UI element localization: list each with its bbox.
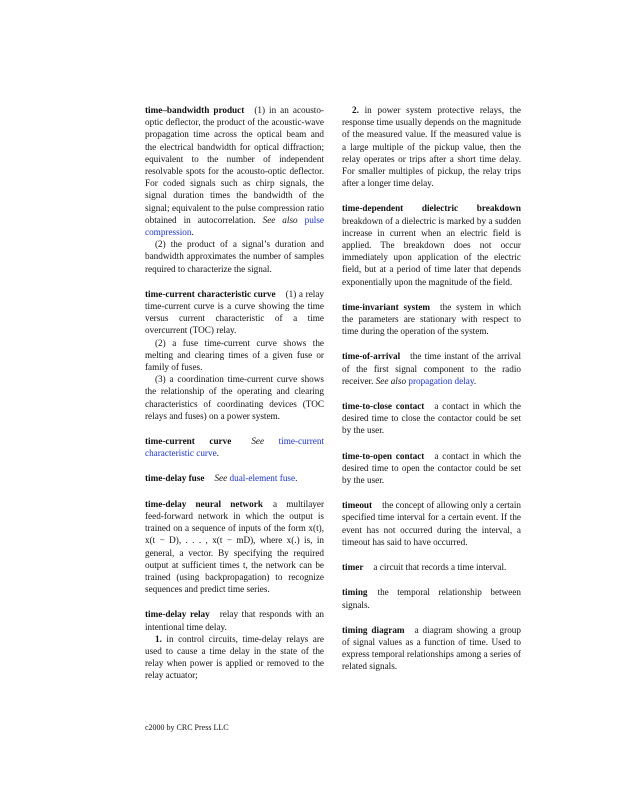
entry-time-current-curve: time-current curve See time-current characteristic curve. (145, 436, 325, 459)
entry-timing: timing the temporal relationship between signals. (342, 587, 521, 610)
cross-reference-link[interactable]: pulse compression (145, 214, 324, 238)
entry-time-delay-neural-network: time-delay neural network a multilayer feed-forward network in which the output is trained on a sequence of inputs of the form x(t), x(t − D), . . . , x(t − mD), where x(.) is, in general, a vector. By specifying the required output at sufficient times t, the network can be trained (using backpropagation) to recognize sequences and predict time series. (145, 498, 325, 595)
left-column (145, 104, 324, 695)
term: time-to-close contact (342, 401, 425, 412)
entry-time-delay-relay-continued: 2. in power system protective relays, the response time usually depends on the magnitude of the measured value. If the measured value is a large multiple of the pickup value, then the relay operates or trips after a short time delay. For smaller multiples of pickup, the relay trips after a longer time delay. (342, 105, 521, 189)
term: timeout (342, 500, 373, 511)
entry-time-bandwidth-product: time–bandwidth product (1) in an acousto-optic deflector, the product of the acoustic-wave propagation time across the optical beam and the electrical bandwidth for optical diffraction; equivalent to the number of independent resolvable spots for the acousto-optic deflector. For coded signals such as chirp signals, the signal duration times the bandwidth of the signal; equivalent to the pulse compression ratio obtained in autocorrelation. See also pulse compression. (2) the product of a signal’s duration and bandwidth approximates the number of samples required to characterize the signal. (145, 105, 324, 274)
term: time–bandwidth product (145, 105, 245, 115)
term: time-delay fuse (145, 473, 205, 484)
term: time-delay relay (145, 609, 210, 620)
entry-time-to-open-contact: time-to-open contact a contact in which the desired time to open the contactor could be set by the user. (342, 450, 521, 486)
term: timing diagram (342, 624, 405, 635)
entry-time-delay-relay: time-delay relay relay that responds with an intentional time delay. 1. in control circuits, time-delay relays are used to cause a time delay in the state of the relay when power is applied or removed to the relay actuator; (145, 609, 324, 681)
cross-reference-link[interactable]: propagation delay (408, 375, 474, 386)
right-column (342, 104, 521, 686)
copyright-footer: c2000 by CRC Press LLC (145, 723, 229, 732)
term: timer (342, 562, 364, 573)
term: timing (342, 587, 368, 598)
entry-time-of-arrival: time-of-arrival the time instant of the arrival of the first signal component to the radio receiver. See also propagation delay. (342, 351, 521, 386)
entry-timer: timer a circuit that records a time interval. (342, 562, 507, 573)
term: time-dependent dielectric breakdown (342, 203, 521, 214)
term: time-current curve (145, 436, 232, 447)
entry-timeout: timeout the concept of allowing only a certain specified time interval for a certain event. If the event has not occurred during the interval, a timeout has said to have occurred. (342, 500, 521, 547)
term: time-to-open contact (342, 450, 425, 461)
entry-timing-diagram: timing diagram a diagram showing a group of signal values as a function of time. Used to express temporal relationships among a series of related signals. (342, 624, 521, 672)
entry-time-invariant-system: time-invariant system the system in which the parameters are stationary with respect to time during the operation of the system. (342, 301, 521, 337)
term: time-current characteristic curve (145, 288, 276, 299)
term: time-delay neural network (145, 498, 263, 509)
cross-reference-link[interactable]: time-current characteristic curve (145, 436, 325, 459)
cross-reference-link[interactable]: dual-element fuse (229, 473, 296, 484)
term: time-invariant system (342, 301, 431, 312)
entry-time-dependent-dielectric-breakdown: time-dependent dielectric breakdown breakdown of a dielectric is marked by a sudden increase in current when an electric field is applied. The breakdown does not occur immediately upon application of the electric field, but at a period of time later that depends exponentially upon the magnitude of the field. (342, 203, 521, 287)
entry-time-current-characteristic-curve: time-current characteristic curve (1) a relay time-current curve is a curve showing the time versus current characteristic of a time overcurrent (TOC) relay. (2) a fuse time-current curve shows the melting and clearing times of a given fuse or family of fuses. (3) a coordination time-current curve shows the relationship of the operating and clearing characteristics of coordinating devices (TOC relays and fuses) on a power system. (145, 288, 325, 421)
term: time-of-arrival (342, 351, 401, 362)
entry-time-to-close-contact: time-to-close contact a contact in which the desired time to close the contactor could be set by the user. (342, 401, 521, 436)
entry-time-delay-fuse: time-delay fuse See dual-element fuse. (145, 473, 298, 484)
